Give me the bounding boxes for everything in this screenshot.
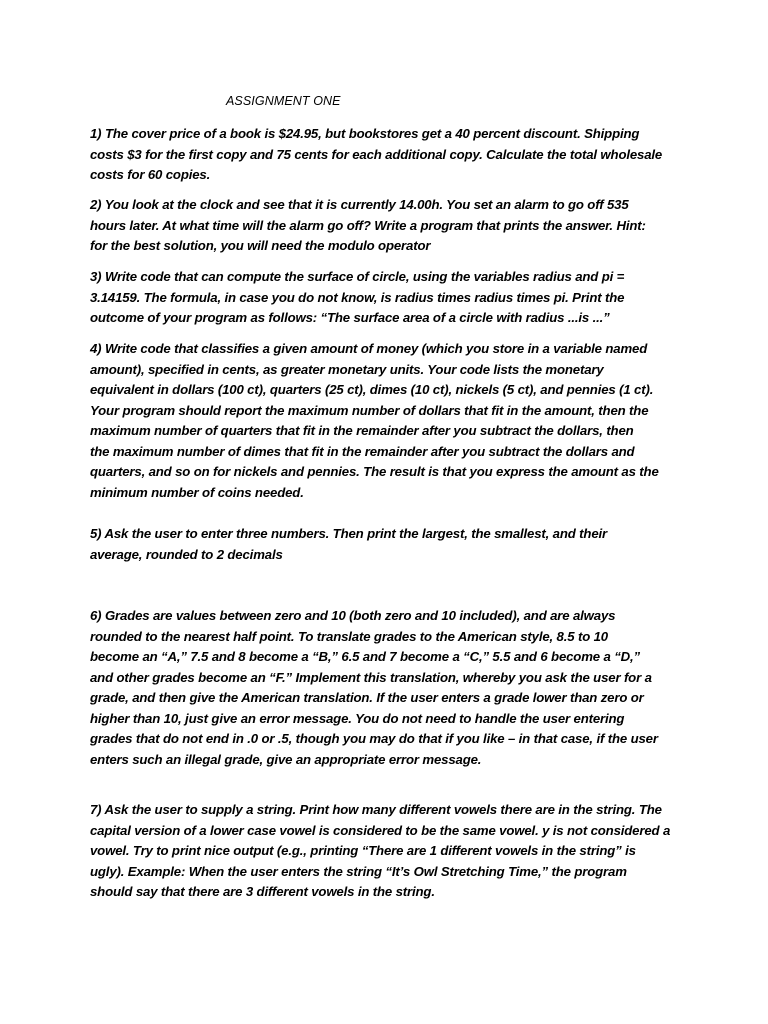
question-4-line-6: the maximum number of dimes that fit in the remainder after you subtract the dollars and (90, 443, 635, 459)
question-3-line-3: outcome of your program as follows: “The surface area of a circle with radius ...is ...” (90, 310, 610, 325)
question-1-line-1: 1) The cover price of a book is $24.95, but bookstores get a 40 percent discount. Shipping (90, 126, 640, 141)
question-6-line-8: enters such an illegal grade, give an appropriate error message. (90, 751, 482, 767)
document-title: ASSIGNMENT ONE (226, 94, 341, 108)
question-4-line-1: 4) Write code that classifies a given amount of money (which you store in a variable named (90, 341, 648, 356)
question-2-line-3: for the best solution, you will need the modulo operator (90, 238, 431, 253)
question-2-line-2: hours later. At what time will the alarm go off? Write a program that prints the answer. Hint: (90, 217, 646, 233)
question-2 (90, 195, 690, 257)
question-7-line-5: should say that there are 3 different vowels in the string. (90, 884, 435, 899)
question-1-line-2: costs $3 for the first copy and 75 cents for each additional copy. Calculate the total wholesale (90, 146, 663, 162)
question-1 (90, 124, 690, 186)
question-7-line-3: vowel. Try to print nice output (e.g., printing “There are 1 different vowels in the string” is (90, 843, 636, 858)
question-6-line-7: grades that do not end in .0 or .5, though you may do that if you like – in that case, if the user (90, 731, 658, 746)
question-6-line-2: rounded to the nearest half point. To translate grades to the American style, 8.5 to 10 (90, 628, 608, 644)
question-4-line-7: quarters, and so on for nickels and pennies. The result is that you express the amount as the (90, 464, 659, 479)
question-4-line-4: Your program should report the maximum number of dollars that fit in the amount, then the (90, 402, 649, 418)
question-5-line-1: 5) Ask the user to enter three numbers. Then print the largest, the smallest, and their (90, 526, 608, 541)
question-4-line-3: equivalent in dollars (100 ct), quarters (25 ct), dimes (10 ct), nickels (5 ct), and pennies (1 ct). (90, 382, 654, 397)
question-7-line-1: 7) Ask the user to supply a string. Print how many different vowels there are in the string. The (90, 802, 662, 817)
question-4-line-5: maximum number of quarters that fit in the remainder after you subtract the dollars, then (90, 423, 634, 438)
question-5-line-2: average, rounded to 2 decimals (90, 546, 283, 562)
question-6 (90, 606, 690, 770)
question-7 (90, 800, 690, 903)
question-6-line-4: and other grades become an “F.” Implement this translation, whereby you ask the user for a (90, 669, 652, 685)
question-6-line-5: grade, and then give the American translation. If the user enters a grade lower than zero or (90, 690, 644, 705)
question-3 (90, 267, 690, 329)
question-6-line-3: become an “A,” 7.5 and 8 become a “B,” 6.5 and 7 become a “C,” 5.5 and 6 become a “D,” (90, 649, 640, 664)
question-7-line-4: ugly). Example: When the user enters the string “It’s Owl Stretching Time,” the program (90, 863, 627, 879)
question-3-line-1: 3) Write code that can compute the surface of circle, using the variables radius and pi = (90, 269, 625, 284)
question-6-line-1: 6) Grades are values between zero and 10 (both zero and 10 included), and are always (90, 608, 616, 623)
question-4-line-8: minimum number of coins needed. (90, 484, 304, 500)
question-2-line-1: 2) You look at the clock and see that it is currently 14.00h. You set an alarm to go off 535 (90, 197, 629, 212)
question-6-line-6: higher than 10, just give an error message. You do not need to handle the user entering (90, 710, 625, 726)
question-1-line-3: costs for 60 copies. (90, 167, 211, 182)
question-4-line-2: amount), specified in cents, as greater monetary units. Your code lists the monetary (90, 361, 604, 377)
question-4 (90, 339, 690, 503)
question-5 (90, 524, 690, 565)
question-7-line-2: capital version of a lower case vowel is considered to be the same vowel. y is not considered a (90, 822, 671, 838)
question-3-line-2: 3.14159. The formula, in case you do not know, is radius times radius times pi. Print the (90, 289, 625, 305)
